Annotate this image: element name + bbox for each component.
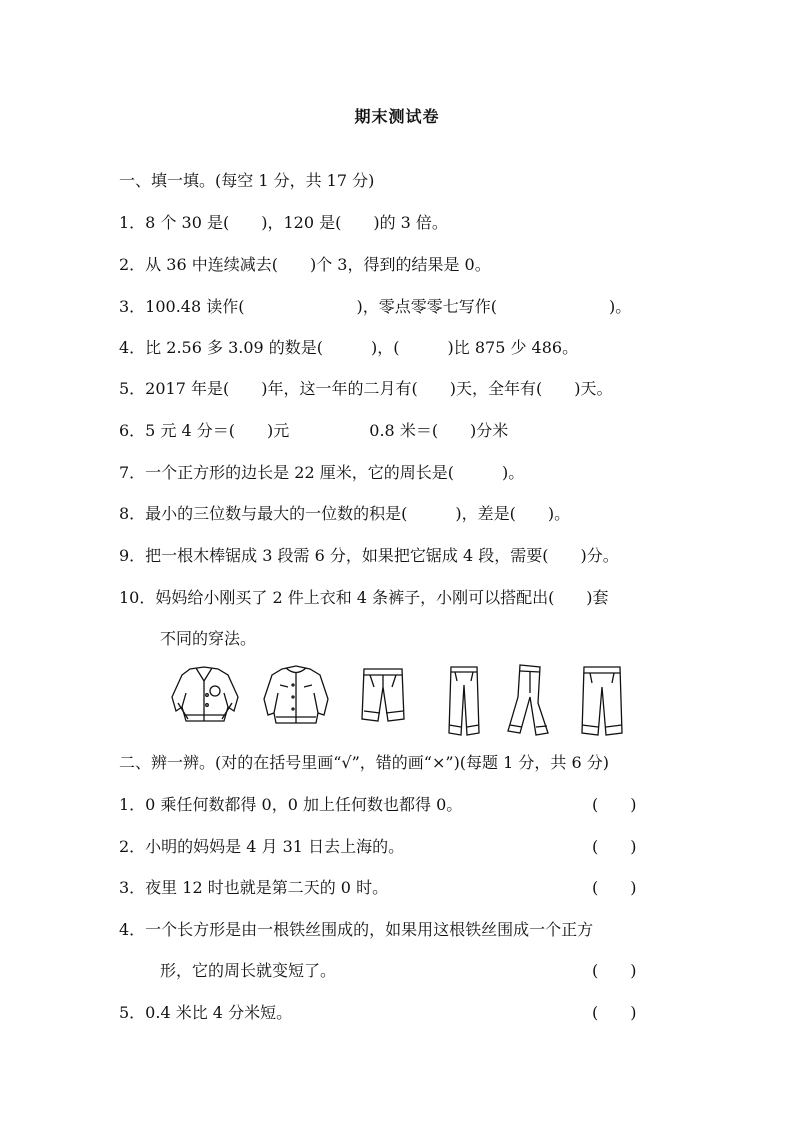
question-2-3: 3．夜里 12 时也就是第二天的 0 时。: [119, 878, 389, 897]
question-1-9: 9．把一根木棒锯成 3 段需 6 分，如果把它锯成 4 段，需要( )分。: [119, 546, 619, 565]
question-1-2: 2．从 36 中连续减去( )个 3，得到的结果是 0。: [119, 255, 491, 274]
straight-trousers-icon: [578, 663, 626, 737]
question-1-10-continuation: 不同的穿法。: [160, 629, 257, 648]
section-2-heading: 二、辨一辨。(对的在括号里画“√”，错的画“×”)(每题 1 分，共 6 分): [119, 753, 609, 772]
flared-trousers-icon: [506, 663, 552, 737]
question-1-4: 4．比 2.56 多 3.09 的数是( )，( )比 875 少 486。: [119, 338, 579, 357]
answer-bracket-2-1[interactable]: ( ): [592, 795, 637, 814]
question-1-8: 8．最小的三位数与最大的一位数的积是( )，差是( )。: [119, 504, 571, 523]
section-1-heading: 一、填一填。(每空 1 分，共 17 分): [119, 171, 375, 190]
answer-bracket-2-2[interactable]: ( ): [592, 837, 637, 856]
answer-bracket-2-5[interactable]: ( ): [592, 1003, 637, 1022]
question-1-10: 10．妈妈给小刚买了 2 件上衣和 4 条裤子，小刚可以搭配出( )套: [119, 588, 609, 607]
question-1-5: 5．2017 年是( )年，这一年的二月有( )天，全年有( )天。: [119, 379, 613, 398]
trousers-icon: [443, 663, 485, 737]
question-2-4: 4．一个长方形是由一根铁丝围成的，如果用这根铁丝围成一个正方: [119, 920, 594, 939]
question-1-6: 6．5 元 4 分＝( )元 0.8 米＝( )分米: [119, 421, 509, 440]
question-1-7: 7．一个正方形的边长是 22 厘米，它的周长是( )。: [119, 463, 525, 482]
answer-bracket-2-4[interactable]: ( ): [592, 961, 637, 980]
answer-bracket-2-3[interactable]: ( ): [592, 878, 637, 897]
page-title: 期末测试卷: [354, 107, 440, 126]
question-1-1: 1．8 个 30 是( )，120 是( )的 3 倍。: [119, 213, 448, 232]
zip-jacket-icon: [260, 663, 332, 731]
question-2-5: 5．0.4 米比 4 分米短。: [119, 1003, 293, 1022]
shorts-icon: [358, 663, 408, 729]
jacket-icon: [168, 663, 242, 731]
question-1-3: 3．100.48 读作( )，零点零零七写作( )。: [119, 297, 632, 316]
question-2-1: 1．0 乘任何数都得 0，0 加上任何数也都得 0。: [119, 795, 463, 814]
question-2-4-continuation: 形，它的周长就变短了。: [160, 961, 337, 980]
clothing-illustrations: [168, 663, 648, 737]
question-2-2: 2．小明的妈妈是 4 月 31 日去上海的。: [119, 837, 405, 856]
